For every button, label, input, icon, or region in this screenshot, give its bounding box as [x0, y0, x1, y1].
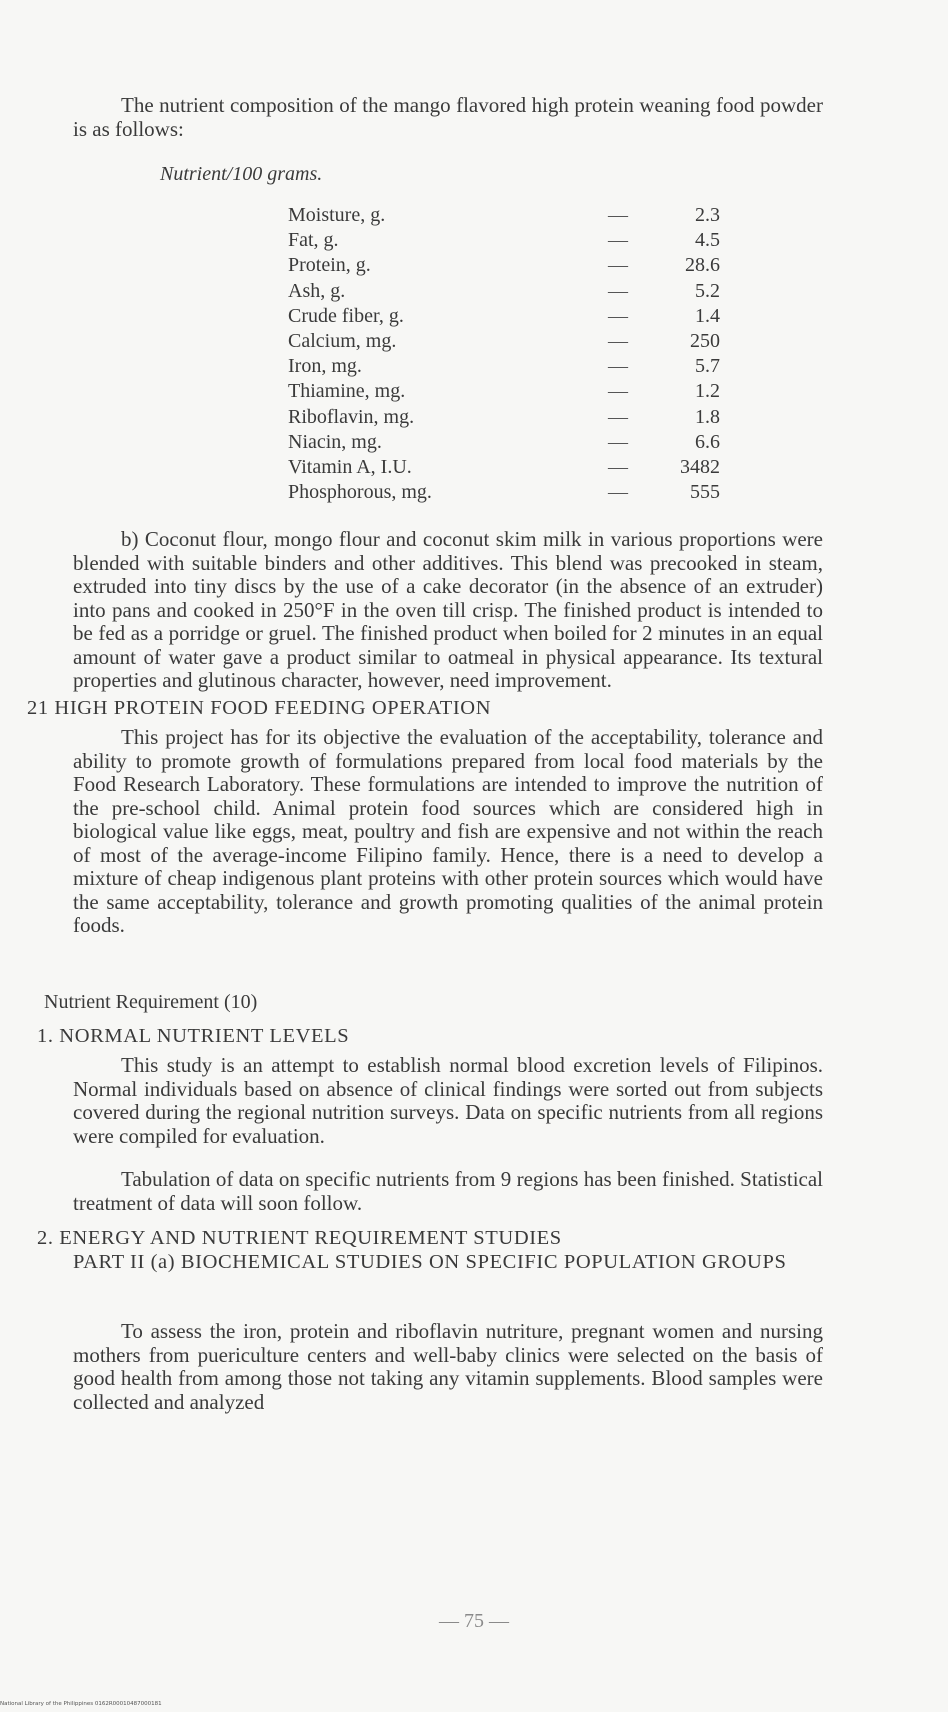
section-heading-2: 2. ENERGY AND NUTRIENT REQUIREMENT STUDIES [37, 1227, 562, 1249]
dash-separator: — [608, 430, 628, 453]
nutrient-value: 4.5 [695, 229, 720, 252]
nutrient-row [288, 203, 720, 228]
paragraph-1a: This study is an attempt to establish normal blood excretion levels of Filipinos. Normal individuals based on absence of clinical findings were sorted out from subjects covered during the regional nutrition surveys. Data on specific nutrients from all regions were compiled for evaluation. [73, 1053, 823, 1148]
dash-separator: — [608, 355, 628, 378]
library-footer: National Library of the Philippines 0162R00010487000181 [0, 1701, 162, 1707]
nutrient-row [288, 455, 720, 480]
nutrient-name: Thiamine, mg. [288, 380, 406, 403]
nutrient-value: 5.2 [695, 279, 720, 302]
nutrient-value: 1.2 [695, 380, 720, 403]
nutrient-name: Calcium, mg. [288, 330, 397, 353]
nutrient-value: 1.8 [695, 405, 720, 428]
section-heading-21: 21 HIGH PROTEIN FOOD FEEDING OPERATION [27, 697, 492, 719]
nutrient-value: 28.6 [685, 254, 720, 277]
nutrient-row [288, 253, 720, 278]
dash-separator: — [608, 229, 628, 252]
nutrient-name: Crude fiber, g. [288, 304, 404, 327]
dash-separator: — [608, 405, 628, 428]
nutrient-name: Vitamin A, I.U. [288, 456, 412, 479]
nutrient-name: Ash, g. [288, 279, 346, 302]
nutrient-row [288, 354, 720, 379]
nutrient-value: 6.6 [695, 430, 720, 453]
section-heading-2-part-ii: PART II (a) BIOCHEMICAL STUDIES ON SPECIFIC POPULATION GROUPS [73, 1251, 787, 1273]
dash-separator: — [608, 456, 628, 479]
nutrient-row [288, 430, 720, 455]
nutrient-value: 250 [690, 330, 720, 353]
nutrient-row [288, 405, 720, 430]
nutrient-row [288, 279, 720, 304]
nutrient-row [288, 379, 720, 404]
nutrient-name: Fat, g. [288, 229, 339, 252]
subheading-nutrient-requirement: Nutrient Requirement (10) [44, 991, 258, 1013]
dash-separator: — [608, 204, 628, 226]
nutrient-value: 5.7 [695, 355, 720, 378]
nutrient-name: Protein, g. [288, 254, 371, 277]
nutrient-name: Phosphorous, mg. [288, 481, 432, 504]
page-number: — 75 — [439, 1610, 509, 1632]
nutrient-row [288, 228, 720, 253]
nutrient-row [288, 329, 720, 354]
section-heading-1: 1. NORMAL NUTRIENT LEVELS [37, 1025, 350, 1047]
paragraph-1b: Tabulation of data on specific nutrients from 9 regions has been finished. Statistical treatment of data will soon follow. [73, 1167, 823, 1215]
table-caption: Nutrient/100 grams. [160, 163, 323, 185]
dash-separator: — [608, 380, 628, 403]
nutrient-name: Iron, mg. [288, 355, 362, 378]
paragraph-2: To assess the iron, protein and riboflavin nutriture, pregnant women and nursing mothers from puericulture centers and well-baby clinics were selected on the basis of good health from among those not taking any vitamin supplements. Blood samples were collected and analyzed [73, 1319, 823, 1414]
nutrient-row [288, 480, 720, 505]
dash-separator: — [608, 304, 628, 327]
paragraph-21: This project has for its objective the evaluation of the acceptability, tolerance and ability to promote growth of formulations prepared from local food materials by the Food Research Laboratory. These formulations are intended to improve the nutrition of the pre-school child. Animal protein food sources which are considered high in biological value like eggs, meat, poultry and fish are expensive and not within the reach of most of the average-income Filipino family. Hence, there is a need to develop a mixture of cheap indigenous plant proteins with other protein sources which would have the same acceptability, tolerance and growth promoting qualities of the animal protein foods. [73, 725, 823, 937]
nutrient-name: Moisture, g. [288, 204, 386, 226]
paragraph-b: b) Coconut flour, mongo flour and coconut skim milk in various proportions were blended with suitable binders and other additives. This blend was precooked in steam, extruded into tiny discs by the use of a cake decorator (in the absence of an extruder) into pans and cooked in 250°F in the oven till crisp. The finished product is intended to be fed as a porridge or gruel. The finished product when boiled for 2 minutes in an equal amount of water gave a product similar to oatmeal in physical appearance. Its textural properties and glutinous character, however, need improvement. [73, 527, 823, 692]
nutrient-value: 1.4 [695, 304, 720, 327]
dash-separator: — [608, 330, 628, 353]
dash-separator: — [608, 254, 628, 277]
nutrient-value: 3482 [680, 456, 720, 479]
intro-paragraph: The nutrient composition of the mango flavored high protein weaning food powder is as follows: [73, 93, 823, 141]
nutrient-name: Niacin, mg. [288, 430, 382, 453]
dash-separator: — [608, 481, 628, 504]
nutrient-value: 555 [690, 481, 720, 504]
nutrient-name: Riboflavin, mg. [288, 405, 415, 428]
nutrient-value: 2.3 [695, 204, 720, 226]
dash-separator: — [608, 279, 628, 302]
nutrient-table [288, 203, 720, 505]
nutrient-row [288, 304, 720, 329]
